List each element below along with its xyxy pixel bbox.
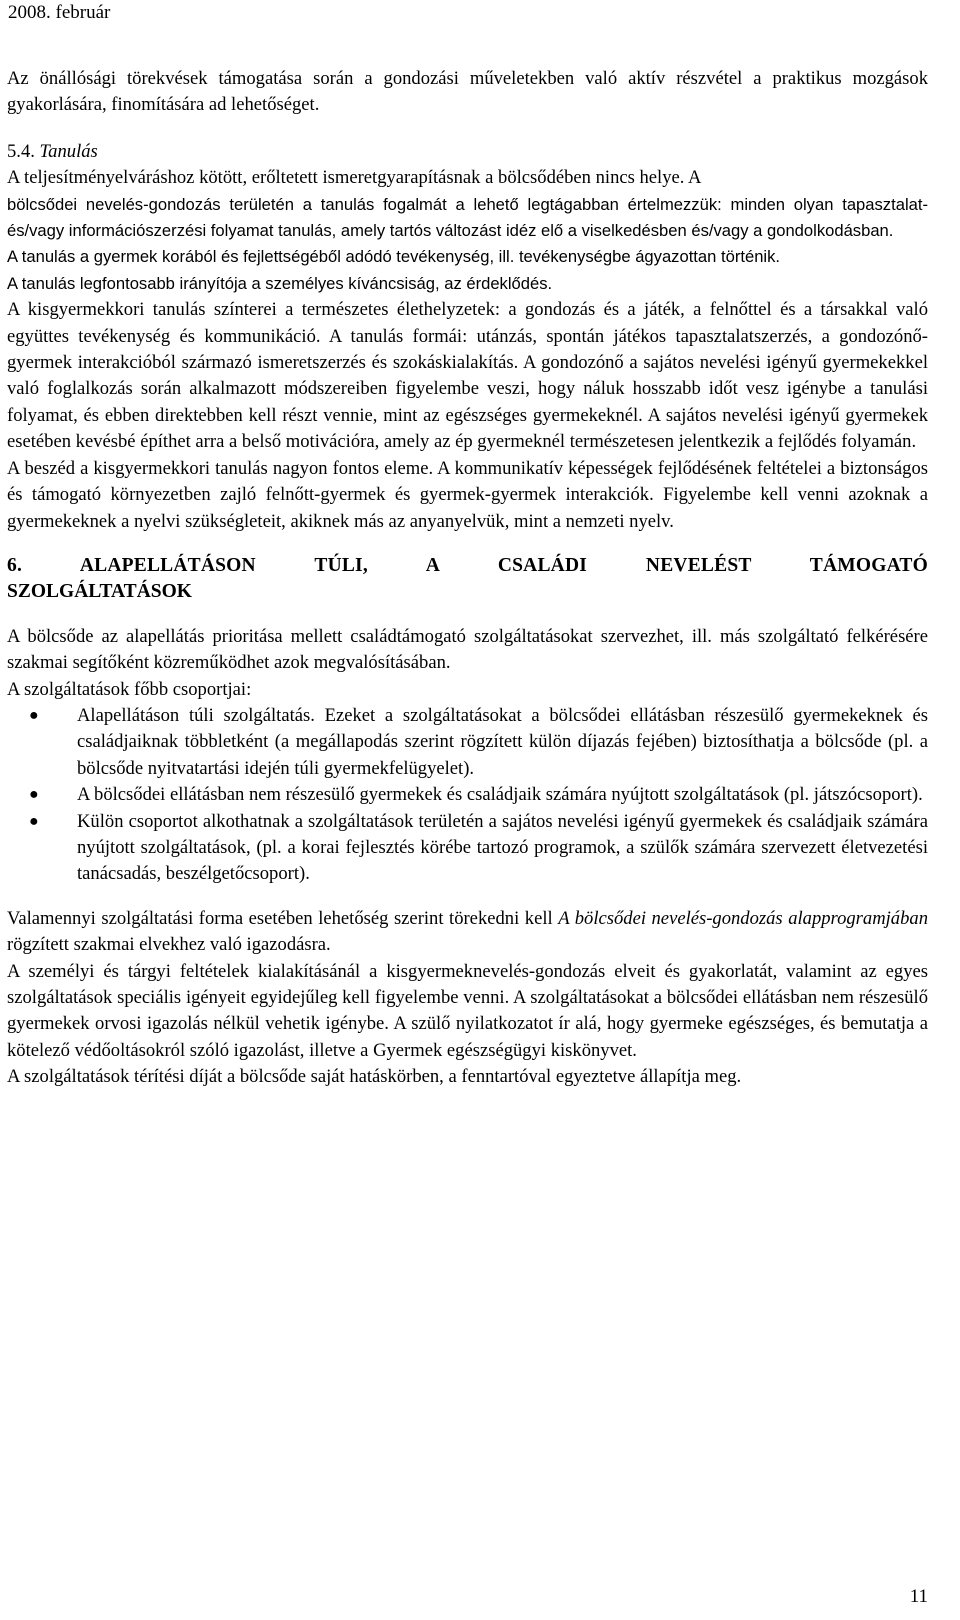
bullet-icon: ● bbox=[29, 706, 39, 724]
document-body bbox=[7, 66, 928, 1091]
alapprogram-italic: A bölcsődei nevelés-gondozás alapprogramjában bbox=[558, 907, 928, 929]
szemelyi-paragraph: A személyi és tárgyi feltételek kialakításánál a kisgyermeknevelés-gondozás elveit és gyakorlatát, valamint az egyes szolgáltatások speciális igényeit egyidejűleg kell figyelembe venni. A szolgáltatásokat a bölcsődei ellátásban nem részesülő gyermekek orvosi igazolás nélkül vehetik igénybe. A szülő nyilatkozatot ír alá, hogy gyermeke egészséges, és bemutatja a kötelező védőoltásokról szóló igazolást, illetve a Gyermek egészségügyi kiskönyvet. bbox=[7, 960, 928, 1061]
tanulas-first-line: A teljesítményelváráshoz kötött, erőltetett ismeretgyarapításnak a bölcsődében nincs helye. A bbox=[7, 167, 702, 189]
list-item: ● Külön csoportot alkothatnak a szolgáltatások területén a sajátos nevelési igényű gyermekek és családjaik számára nyújtott szolgáltatások, (pl. a korai fejlesztés körébe tartozó programok, a szülők számára szervezett életvezetési tanácsadás, beszélgetőcsoport). bbox=[29, 810, 928, 885]
tanulas-scenes-paragraph: A kisgyermekkori tanulás színterei a természetes élethelyzetek: a gondozás és a játék, a felnőttel és a társakkal való együttes tevékenység és kommunikáció. A tanulás formái: utánzás, spontán játékos tapasztalatszerzés, a gondozónő-gyermek interakcióból származó ismeretszerzés és szokáskialakítás. A gondozónő a sajátos nevelési igényű gyermekekkel való foglalkozás során alkalmazott módszereiben figyelembe veszi, hogy náluk hosszabb időt vesz igénybe a tanulási folyamat, és ebben direktebben kell részt vennie, mint az egészséges gyermekeknél. A sajátos nevelési igényű gyermekek esetében kevésbé építhet arra a belső motivációra, amely az ép gyermeknél természetesen jelentkezik a fejlődés folyamán. bbox=[7, 299, 928, 453]
list-item: ● A bölcsődei ellátásban nem részesülő gyermekek és családjaik számára nyújtott szolgáltatások (pl. játszócsoport). bbox=[7, 782, 928, 808]
tanulas-curiosity-paragraph: A tanulás legfontosabb irányítója a személyes kíváncsiság, az érdeklődés. bbox=[7, 273, 553, 293]
bullet-icon: ● bbox=[29, 786, 39, 804]
bullet-icon: ● bbox=[29, 812, 39, 830]
tanulas-definition-paragraph: bölcsődei nevelés-gondozás területén a tanulás fogalmát a lehető legtágabban értelmezzük: minden olyan tapasztalat- és/vagy információszerzési folyamat tanulás, amely tartós változást idéz elő a viselkedésben és/vagy a gondolkodásban. bbox=[7, 194, 928, 241]
section-6-heading-line2: SZOLGÁLTATÁSOK bbox=[7, 581, 192, 603]
section-5-4-title bbox=[7, 139, 928, 165]
list-item: ● Alapellátáson túli szolgáltatás. Ezeket a szolgáltatásokat a bölcsődei ellátásban részesülő gyermekeknek és családjaiknak többletként (a megállapodás szerint rögzített külön díjazás fejében) biztosíthatja a bölcsőde (pl. a bölcsőde nyitvatartási idején túli gyermekfelügyelet). bbox=[29, 704, 928, 779]
tanulas-activity-paragraph: A tanulás a gyermek korából és fejlettségéből adódó tevékenység, ill. tevékenységbe ágyazottan történik. bbox=[7, 247, 781, 267]
intro-paragraph: Az önállósági törekvések támogatása során a gondozási műveletekben való aktív részvétel a praktikus mozgások gyakorlására, finomítására ad lehetőséget. bbox=[7, 68, 928, 116]
valamennyi-paragraph: Valamennyi szolgáltatási forma esetében lehetőség szerint törekedni kell A bölcsődei nevelés-gondozás alapprogramjában rögzített szakmai elvekhez való igazodásra. bbox=[7, 907, 928, 956]
section-6-heading-line1: 6. ALAPELLÁTÁSON TÚLI, A CSALÁDI NEVELÉST TÁMOGATÓ bbox=[7, 554, 928, 576]
services-list bbox=[7, 703, 928, 888]
page-header-date: 2008. február bbox=[8, 2, 111, 23]
groups-label: A szolgáltatások főbb csoportjai: bbox=[7, 678, 252, 700]
bolcsode-paragraph: A bölcsőde az alapellátás prioritása mellett családtámogató szolgáltatásokat szervezhet, ill. más szolgáltató felkérésére szakmai segítőként közreműködhet azok megvalósításában. bbox=[7, 625, 928, 674]
section-title: Tanulás bbox=[39, 140, 98, 162]
terites-paragraph: A szolgáltatások térítési díját a bölcsőde saját hatáskörben, a fenntartóval egyeztetve állapítja meg. bbox=[7, 1066, 742, 1088]
page-number: 11 bbox=[909, 1586, 928, 1607]
beszed-paragraph: A beszéd a kisgyermekkori tanulás nagyon fontos eleme. A kommunikatív képességek fejlődésének feltételei a biztonságos és támogató környezetben zajló felnőtt-gyermek és gyermek-gyermek interakciók. Figyelembe kell venni azoknak a gyermekeknek a nyelvi szükségleteit, akiknek más az anyanyelvük, mint a nemzeti nyelv. bbox=[7, 457, 928, 532]
section-number: 5.4. bbox=[7, 140, 35, 162]
